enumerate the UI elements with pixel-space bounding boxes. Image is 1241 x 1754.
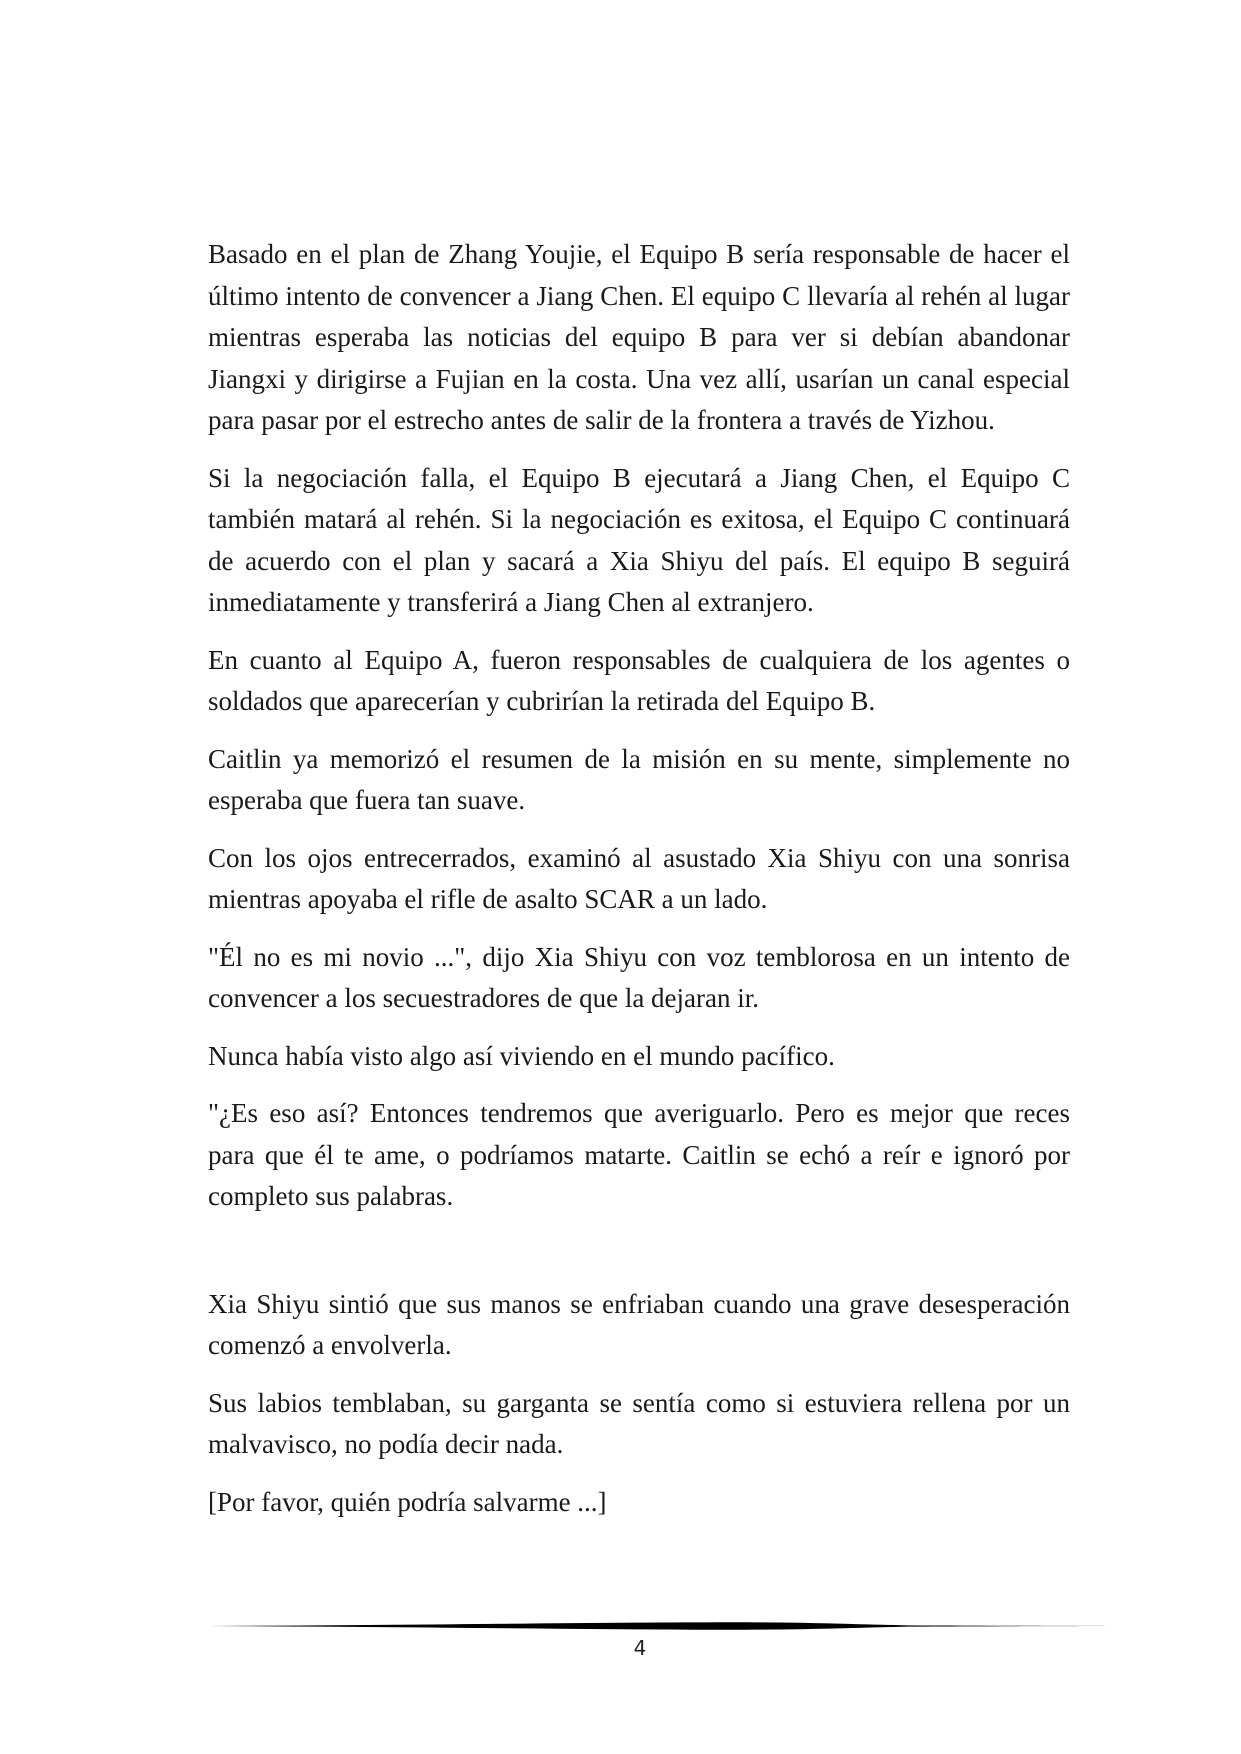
paragraph: Xia Shiyu sintió que sus manos se enfriaban cuando una grave desesperación comenzó a envolverla. bbox=[208, 1288, 1070, 1360]
paragraph: [Por favor, quién podría salvarme ...] bbox=[208, 1486, 607, 1517]
paragraph: Si la negociación falla, el Equipo B ejecutará a Jiang Chen, el Equipo C también matará al rehén. Si la negociación es exitosa, el Equipo C continuará de acuerdo con el plan y sacará a Xia Shiyu del país. El equipo B seguirá inmediatamente y transferirá a Jiang Chen al extranjero. bbox=[208, 462, 1070, 617]
footer-divider bbox=[208, 1620, 1111, 1632]
body-text bbox=[208, 234, 1070, 1539]
paragraph: Nunca había visto algo así viviendo en el mundo pacífico. bbox=[208, 1040, 835, 1071]
paragraph: "Él no es mi novio ...", dijo Xia Shiyu con voz temblorosa en un intento de convencer a los secuestradores de que la dejaran ir. bbox=[208, 941, 1070, 1013]
paragraph: Con los ojos entrecerrados, examinó al asustado Xia Shiyu con una sonrisa mientras apoyaba el rifle de asalto SCAR a un lado. bbox=[208, 842, 1070, 914]
paragraph: "¿Es eso así? Entonces tendremos que averiguarlo. Pero es mejor que reces para que él te ame, o podríamos matarte. Caitlin se echó a reír e ignoró por completo sus palabras. bbox=[208, 1098, 1070, 1211]
paragraph: Caitlin ya memorizó el resumen de la misión en su mente, simplemente no esperaba que fuera tan suave. bbox=[208, 743, 1070, 815]
paragraph: Sus labios temblaban, su garganta se sentía como si estuviera rellena por un malvavisco, no podía decir nada. bbox=[208, 1387, 1070, 1459]
page-number: 4 bbox=[633, 1636, 647, 1660]
paragraph: En cuanto al Equipo A, fueron responsables de cualquiera de los agentes o soldados que aparecerían y cubrirían la retirada del Equipo B. bbox=[208, 644, 1070, 716]
paragraph: Basado en el plan de Zhang Youjie, el Equipo B sería responsable de hacer el último intento de convencer a Jiang Chen. El equipo C llevaría al rehén al lugar mientras esperaba las noticias del equipo B para ver si debían abandonar Jiangxi y dirigirse a Fujian en la costa. Una vez allí, usarían un canal especial para pasar por el estrecho antes de salir de la frontera a través de Yizhou. bbox=[208, 239, 1070, 435]
